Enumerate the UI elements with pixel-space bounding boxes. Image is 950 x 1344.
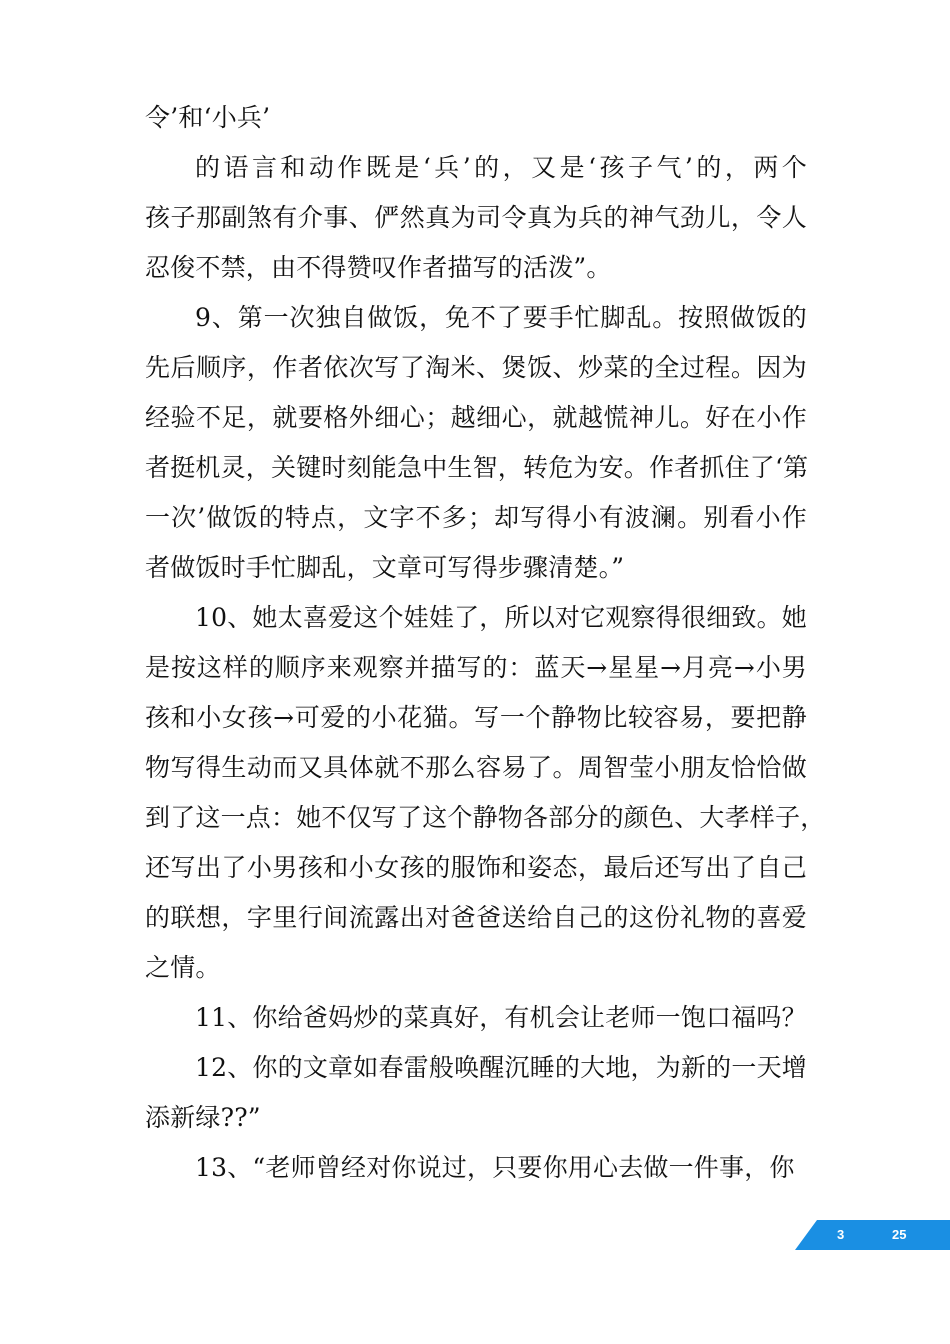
total-page-count: 25: [892, 1227, 907, 1242]
paragraph-line: 之情。: [145, 953, 221, 982]
page-footer: [795, 1220, 950, 1250]
paragraph-line: 一次’做饭的特点，文字不多；却写得小有波澜。别看小作: [145, 503, 807, 532]
paragraph-line: 者做饭时手忙脚乱，文章可写得步骤清楚。”: [145, 553, 625, 582]
paragraph-line: 孩子那副煞有介事、俨然真为司令真为兵的神气劲儿，令人: [145, 203, 807, 232]
paragraph-line: 12、你的文章如春雷般唤醒沉睡的大地，为新的一天增: [195, 1053, 807, 1082]
paragraph-line: 经验不足，就要格外细心；越细心，就越慌神儿。好在小作: [145, 403, 807, 432]
paragraph-line: 13、“老师曾经对你说过，只要你用心去做一件事，你: [195, 1153, 795, 1182]
paragraph-line: 11、你给爸妈炒的菜真好，有机会让老师一饱口福吗？: [195, 1003, 807, 1032]
paragraph-line: 忍俊不禁，由不得赞叹作者描写的活泼”。: [145, 253, 612, 282]
paragraph-line: 是按这样的顺序来观察并描写的：蓝天→星星→月亮→小男: [145, 653, 807, 682]
paragraph-line: 还写出了小男孩和小女孩的服饰和姿态，最后还写出了自己: [145, 853, 807, 882]
paragraph-line: 到了这一点：她不仅写了这个静物各部分的颜色、大孝样子，: [145, 803, 826, 832]
text-line: 令’和‘小兵’: [145, 103, 271, 132]
paragraph-line: 的联想，字里行间流露出对爸爸送给自己的这份礼物的喜爱: [145, 903, 807, 932]
current-page-number: 3: [837, 1227, 845, 1242]
paragraph-line: 10、她太喜爱这个娃娃了，所以对它观察得很细致。她: [195, 603, 807, 632]
paragraph-line: 先后顺序，作者依次写了淘米、煲饭、炒菜的全过程。因为: [145, 353, 807, 382]
paragraph-line: 物写得生动而又具体就不那么容易了。周智莹小朋友恰恰做: [145, 753, 807, 782]
footer-banner-shape: [795, 1220, 950, 1250]
paragraph-line: 的语言和动作既是‘兵’的，又是‘孩子气’的，两个: [195, 153, 807, 182]
paragraph-line: 孩和小女孩→可爱的小花猫。写一个静物比较容易，要把静: [145, 703, 807, 732]
paragraph-line: 者挺机灵，关键时刻能急中生智，转危为安。作者抓住了‘第: [145, 453, 809, 482]
paragraph-line: 9、第一次独自做饭，免不了要手忙脚乱。按照做饭的: [195, 303, 807, 332]
paragraph-line: 添新绿??”: [145, 1103, 261, 1132]
